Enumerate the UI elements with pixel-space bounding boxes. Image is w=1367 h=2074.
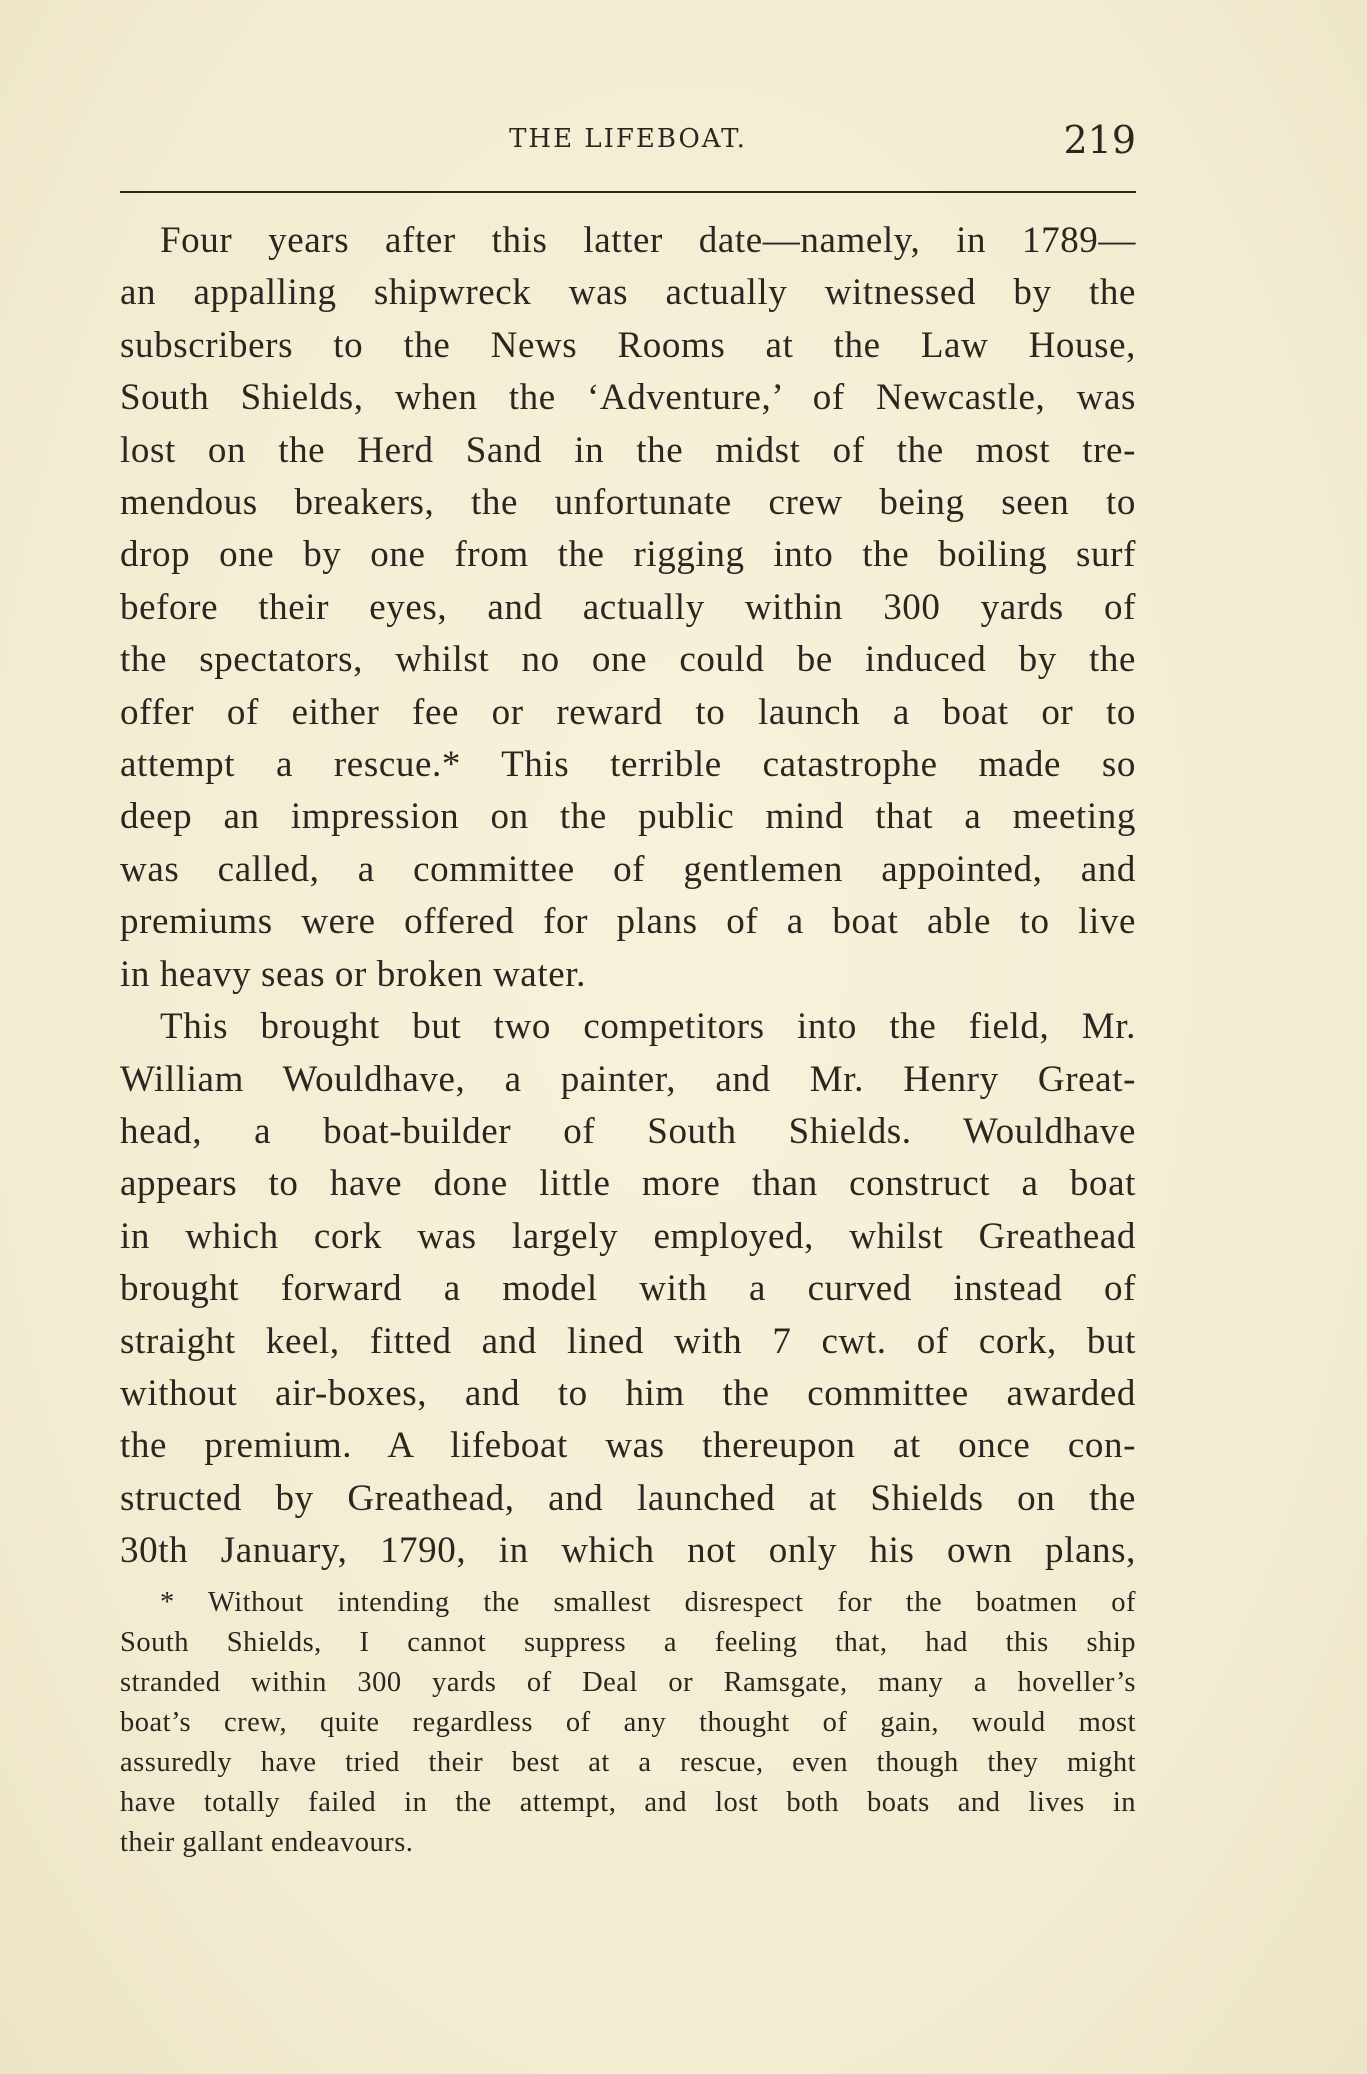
text-line: before their eyes, and actually within 300 yards of (120, 586, 1136, 628)
text-line: brought forward a model with a curved instead of (120, 1268, 1136, 1310)
text-line: in which cork was largely employed, whilst Greathead (120, 1215, 1136, 1257)
text-line: in heavy seas or broken water. (120, 953, 586, 995)
text-line: drop one by one from the rigging into the boiling surf (120, 534, 1136, 576)
footnote-line: stranded within 300 yards of Deal or Ramsgate, many a hoveller’s (120, 1667, 1136, 1698)
running-title: THE LIFEBOAT. (509, 124, 747, 154)
text-line: an appalling shipwreck was actually witnessed by the (120, 272, 1136, 314)
text-line: subscribers to the News Rooms at the Law House, (120, 324, 1136, 366)
footnote-line: * Without intending the smallest disrespect for the boatmen of (160, 1587, 1136, 1618)
text-line: attempt a rescue.* This terrible catastrophe made so (120, 744, 1136, 786)
footnote (120, 1583, 1136, 1863)
text-line: structed by Greathead, and launched at Shields on the (120, 1477, 1136, 1519)
text-line: This brought but two competitors into the field, Mr. (160, 1006, 1136, 1048)
footnote-line: assuredly have tried their best at a rescue, even though they might (120, 1747, 1136, 1778)
text-line: the premium. A lifeboat was thereupon at once con- (120, 1425, 1136, 1467)
footnote-line: their gallant endeavours. (120, 1827, 414, 1858)
text-line: without air-boxes, and to him the committee awarded (120, 1372, 1136, 1414)
text-line: head, a boat-builder of South Shields. Wouldhave (120, 1110, 1136, 1152)
page-number: 219 (1063, 118, 1136, 162)
footnote-line: boat’s crew, quite regardless of any thought of gain, would most (120, 1707, 1136, 1738)
text-line: mendous breakers, the unfortunate crew being seen to (120, 482, 1136, 524)
text-line: William Wouldhave, a painter, and Mr. Henry Great- (120, 1058, 1136, 1100)
footnote-line: have totally failed in the attempt, and lost both boats and lives in (120, 1787, 1136, 1818)
text-line: was called, a committee of gentlemen appointed, and (120, 848, 1136, 890)
text-line: offer of either fee or reward to launch a boat or to (120, 691, 1136, 733)
text-line: 30th January, 1790, in which not only his own plans, (120, 1530, 1136, 1572)
header-rule (120, 191, 1136, 193)
text-line: premiums were offered for plans of a boat able to live (120, 901, 1136, 943)
main-text (120, 215, 1136, 1578)
text-line: South Shields, when the ‘Adventure,’ of Newcastle, was (120, 377, 1136, 419)
text-line: lost on the Herd Sand in the midst of the most tre- (120, 429, 1136, 471)
text-line: straight keel, fitted and lined with 7 cwt. of cork, but (120, 1320, 1136, 1362)
text-line: Four years after this latter date—namely, in 1789— (160, 220, 1136, 261)
text-line: the spectators, whilst no one could be induced by the (120, 639, 1136, 681)
text-line: appears to have done little more than construct a boat (120, 1163, 1136, 1205)
footnote-line: South Shields, I cannot suppress a feeling that, had this ship (120, 1627, 1136, 1658)
page-header (120, 118, 1136, 168)
text-line: deep an impression on the public mind that a meeting (120, 796, 1136, 838)
